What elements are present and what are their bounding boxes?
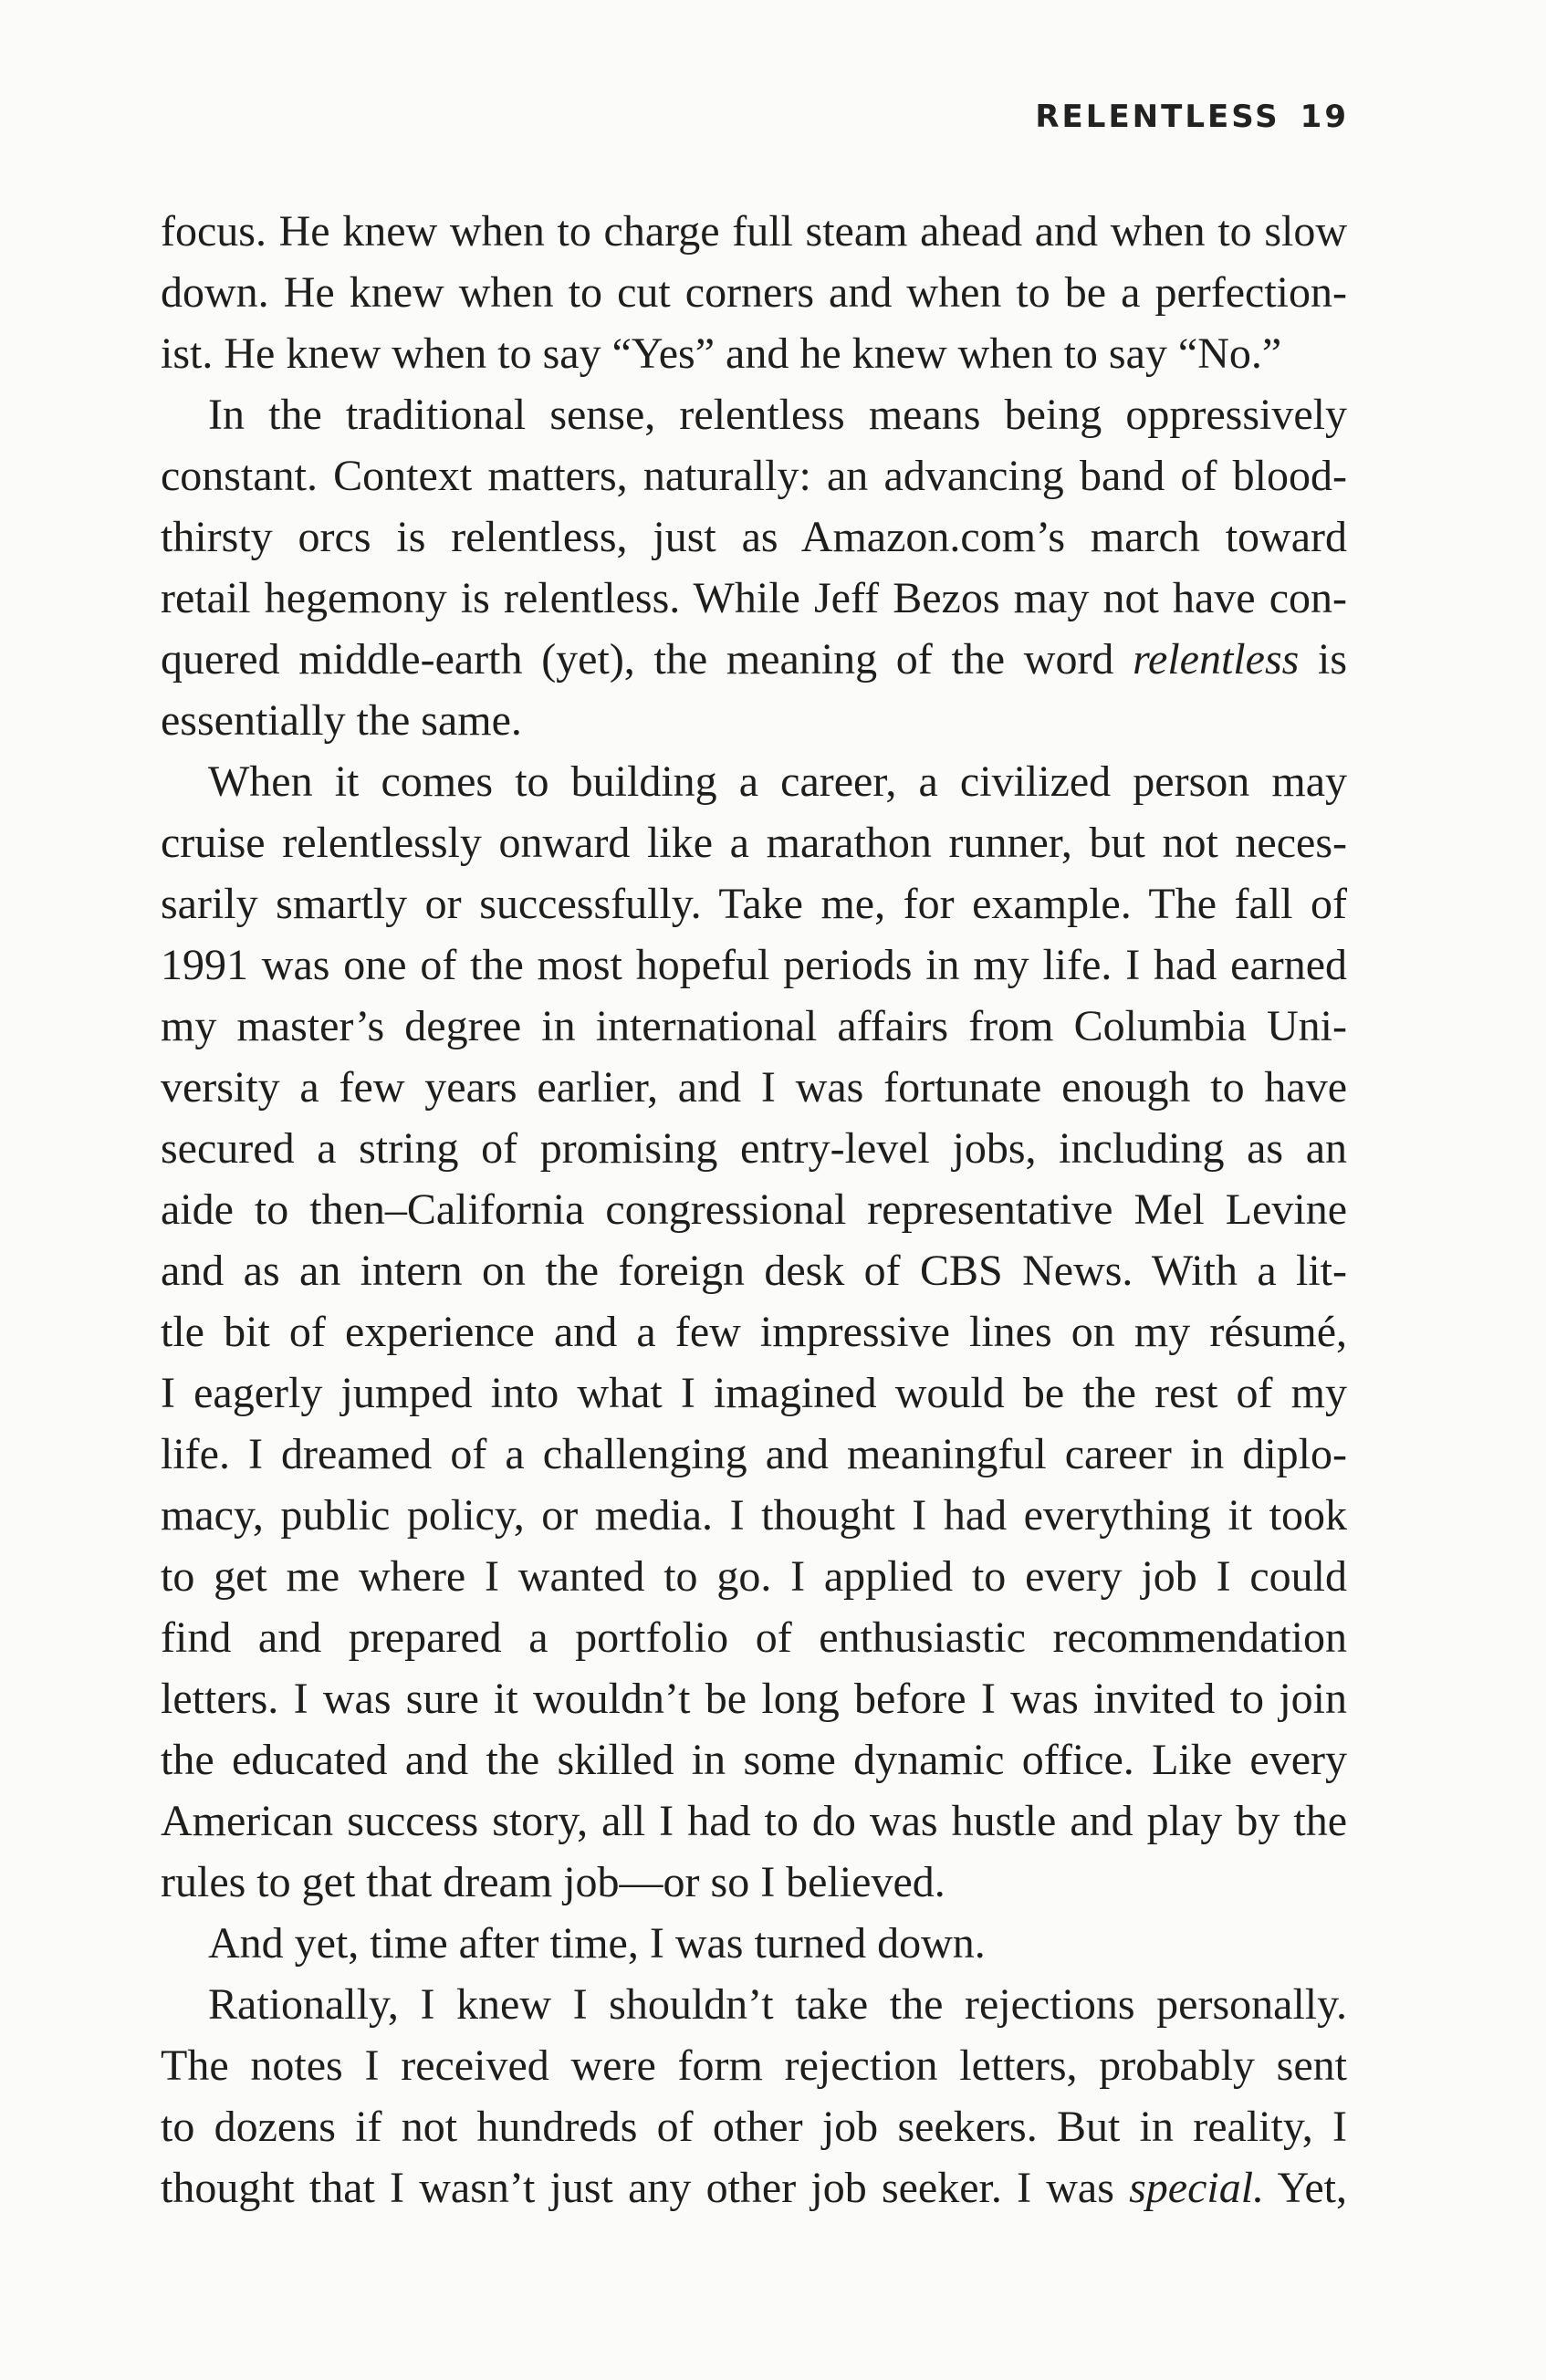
body-text	[161, 201, 1347, 2218]
italic-word: relentless	[1133, 635, 1300, 684]
text-line: I eagerly jumped into what I imagined would be the rest of my	[161, 1369, 1347, 1417]
text-line: retail hegemony is relentless. While Jeff Bezos may not have con-	[161, 574, 1347, 622]
text-line: constant. Context matters, naturally: an advancing band of blood-	[161, 452, 1347, 500]
text-line: focus. He knew when to charge full steam ahead and when to slow	[161, 207, 1347, 256]
text-line	[161, 2157, 1347, 2218]
text-segment: quered middle-earth (yet), the meaning of the word	[161, 635, 1133, 684]
text-segment: is	[1299, 635, 1347, 684]
text-line: American success story, all I had to do was hustle and play by the	[161, 1797, 1347, 1845]
text-line: Rationally, I knew I shouldn’t take the rejections personally.	[208, 1980, 1347, 2029]
text-line: aide to then–California congressional representative Mel Levine	[161, 1185, 1347, 1234]
text-line: the educated and the skilled in some dynamic office. Like every	[161, 1736, 1347, 1784]
text-line: to get me where I wanted to go. I applied to every job I could	[161, 1552, 1347, 1601]
text-line: find and prepared a portfolio of enthusiastic recommendation	[161, 1613, 1347, 1662]
text-segment: Yet,	[1264, 2164, 1347, 2212]
text-line: life. I dreamed of a challenging and meaningful career in diplo-	[161, 1430, 1347, 1478]
text-line: cruise relentlessly onward like a marathon runner, but not neces-	[161, 819, 1347, 867]
text-segment: thought that I wasn’t just any other job seeker. I was	[161, 2164, 1130, 2212]
text-line: my master’s degree in international affairs from Columbia Uni-	[161, 1002, 1347, 1050]
text-line	[161, 629, 1347, 690]
text-line: When it comes to building a career, a civilized person may	[208, 757, 1347, 806]
text-line: rules to get that dream job—or so I believed.	[161, 1858, 945, 1906]
text-line: to dozens if not hundreds of other job seekers. But in reality, I	[161, 2103, 1347, 2151]
text-line: essentially the same.	[161, 696, 522, 745]
text-line: sarily smartly or successfully. Take me, for example. The fall of	[161, 880, 1347, 928]
italic-word: special.	[1129, 2164, 1265, 2212]
text-line: thirsty orcs is relentless, just as Amazon.com’s march toward	[161, 513, 1347, 561]
text-line: tle bit of experience and a few impressive lines on my résumé,	[161, 1308, 1347, 1356]
text-line: 1991 was one of the most hopeful periods in my life. I had earned	[161, 941, 1347, 989]
running-title: RELENTLESS	[1035, 99, 1280, 135]
text-line: secured a string of promising entry-level jobs, including as an	[161, 1124, 1347, 1173]
text-line: macy, public policy, or media. I thought I had everything it took	[161, 1491, 1347, 1540]
text-line: In the traditional sense, relentless means being oppressively	[208, 391, 1347, 439]
text-line: letters. I was sure it wouldn’t be long before I was invited to join	[161, 1675, 1347, 1723]
text-line: And yet, time after time, I was turned down.	[208, 1919, 986, 1968]
page-number: 19	[1300, 99, 1349, 135]
text-line: versity a few years earlier, and I was fortunate enough to have	[161, 1063, 1347, 1112]
text-line: and as an intern on the foreign desk of CBS News. With a lit-	[161, 1247, 1347, 1295]
running-head	[1035, 99, 1349, 135]
text-line: ist. He knew when to say “Yes” and he knew when to say “No.”	[161, 329, 1282, 378]
text-line: down. He knew when to cut corners and when to be a perfection-	[161, 268, 1347, 317]
text-line: The notes I received were form rejection letters, probably sent	[161, 2041, 1347, 2090]
